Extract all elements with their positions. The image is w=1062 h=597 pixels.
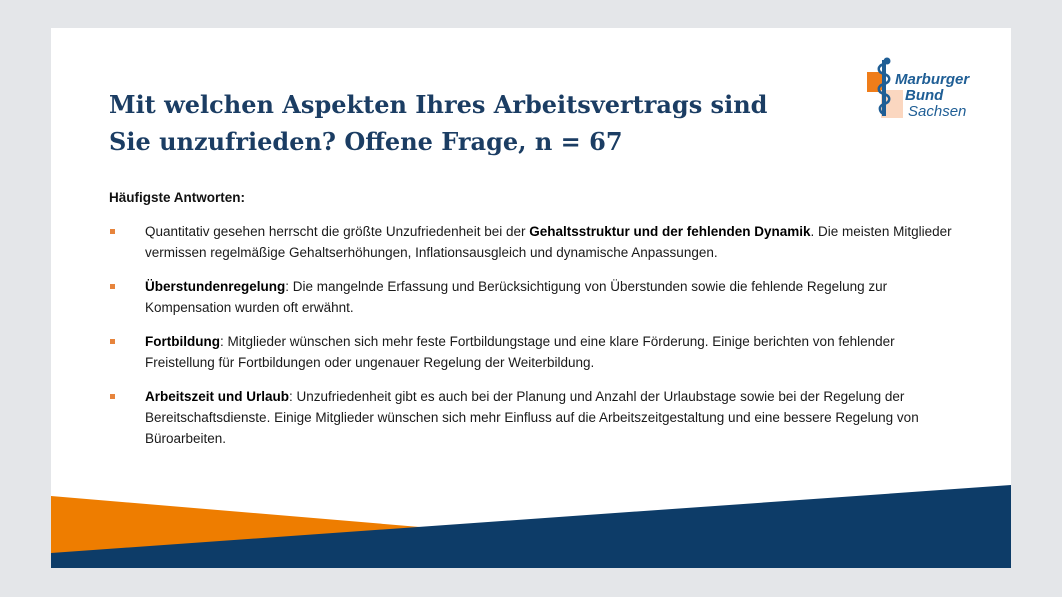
answer-list <box>109 221 954 462</box>
logo-line-sachsen: Sachsen <box>908 103 967 120</box>
slide <box>51 28 1011 568</box>
answer-text-pre: Quantitativ gesehen herrscht die größte Unzufriedenheit bei der <box>145 224 530 239</box>
answer-text-post: : Mitglieder wünschen sich mehr feste Fortbildungstage und eine klare Förderung. Einige berichten von fehlender Freistellung für Fortbildungen oder ungenauer Regelung der Weiterbildung. <box>145 334 895 370</box>
slide-title <box>109 86 849 160</box>
bullet-square-icon <box>110 394 115 399</box>
answer-text-bold: Gehaltsstruktur und der fehlenden Dynamik <box>529 224 811 239</box>
answer-item-training <box>109 331 954 373</box>
answer-item-worktime <box>109 386 954 449</box>
logo-wordmark <box>895 72 969 120</box>
answer-text-post: : Unzufriedenheit gibt es auch bei der Planung und Anzahl der Urlaubstage sowie bei der Regelung der Bereitschaftsdienste. Einige Mitglieder wünschen sich mehr Einfluss auf die Arbeitszeitgestaltung und eine bessere Regelung von Büroarbeiten. <box>145 389 919 446</box>
bullet-square-icon <box>110 229 115 234</box>
answer-text-bold: Arbeitszeit und Urlaub <box>145 389 290 404</box>
slide-title-line-1: Mit welchen Aspekten Ihres Arbeitsvertrags sind <box>109 90 768 119</box>
answer-text-bold: Überstundenregelung <box>145 279 286 294</box>
logo-line-bund: Bund <box>905 87 944 104</box>
marburger-bund-logo <box>861 56 991 126</box>
logo-line-marburger: Marburger <box>895 71 970 88</box>
bullet-square-icon <box>110 284 115 289</box>
answer-text-post: . Die meisten Mitglieder vermissen regelmäßige Gehaltserhöhungen, Inflationsausgleich und dynamische Anpassungen. <box>145 224 952 260</box>
answer-text-bold: Fortbildung <box>145 334 220 349</box>
answer-text-post: : Die mangelnde Erfassung und Berücksichtigung von Überstunden sowie die fehlende Regelung zur Kompensation wurden oft erwähnt. <box>145 279 888 315</box>
answer-item-overtime <box>109 276 954 318</box>
section-heading: Häufigste Antworten: <box>109 190 245 205</box>
bullet-square-icon <box>110 339 115 344</box>
slide-title-line-2: Sie unzufrieden? Offene Frage, n = 67 <box>109 127 623 156</box>
answer-item-salary <box>109 221 954 263</box>
footer-decoration <box>51 483 1011 568</box>
